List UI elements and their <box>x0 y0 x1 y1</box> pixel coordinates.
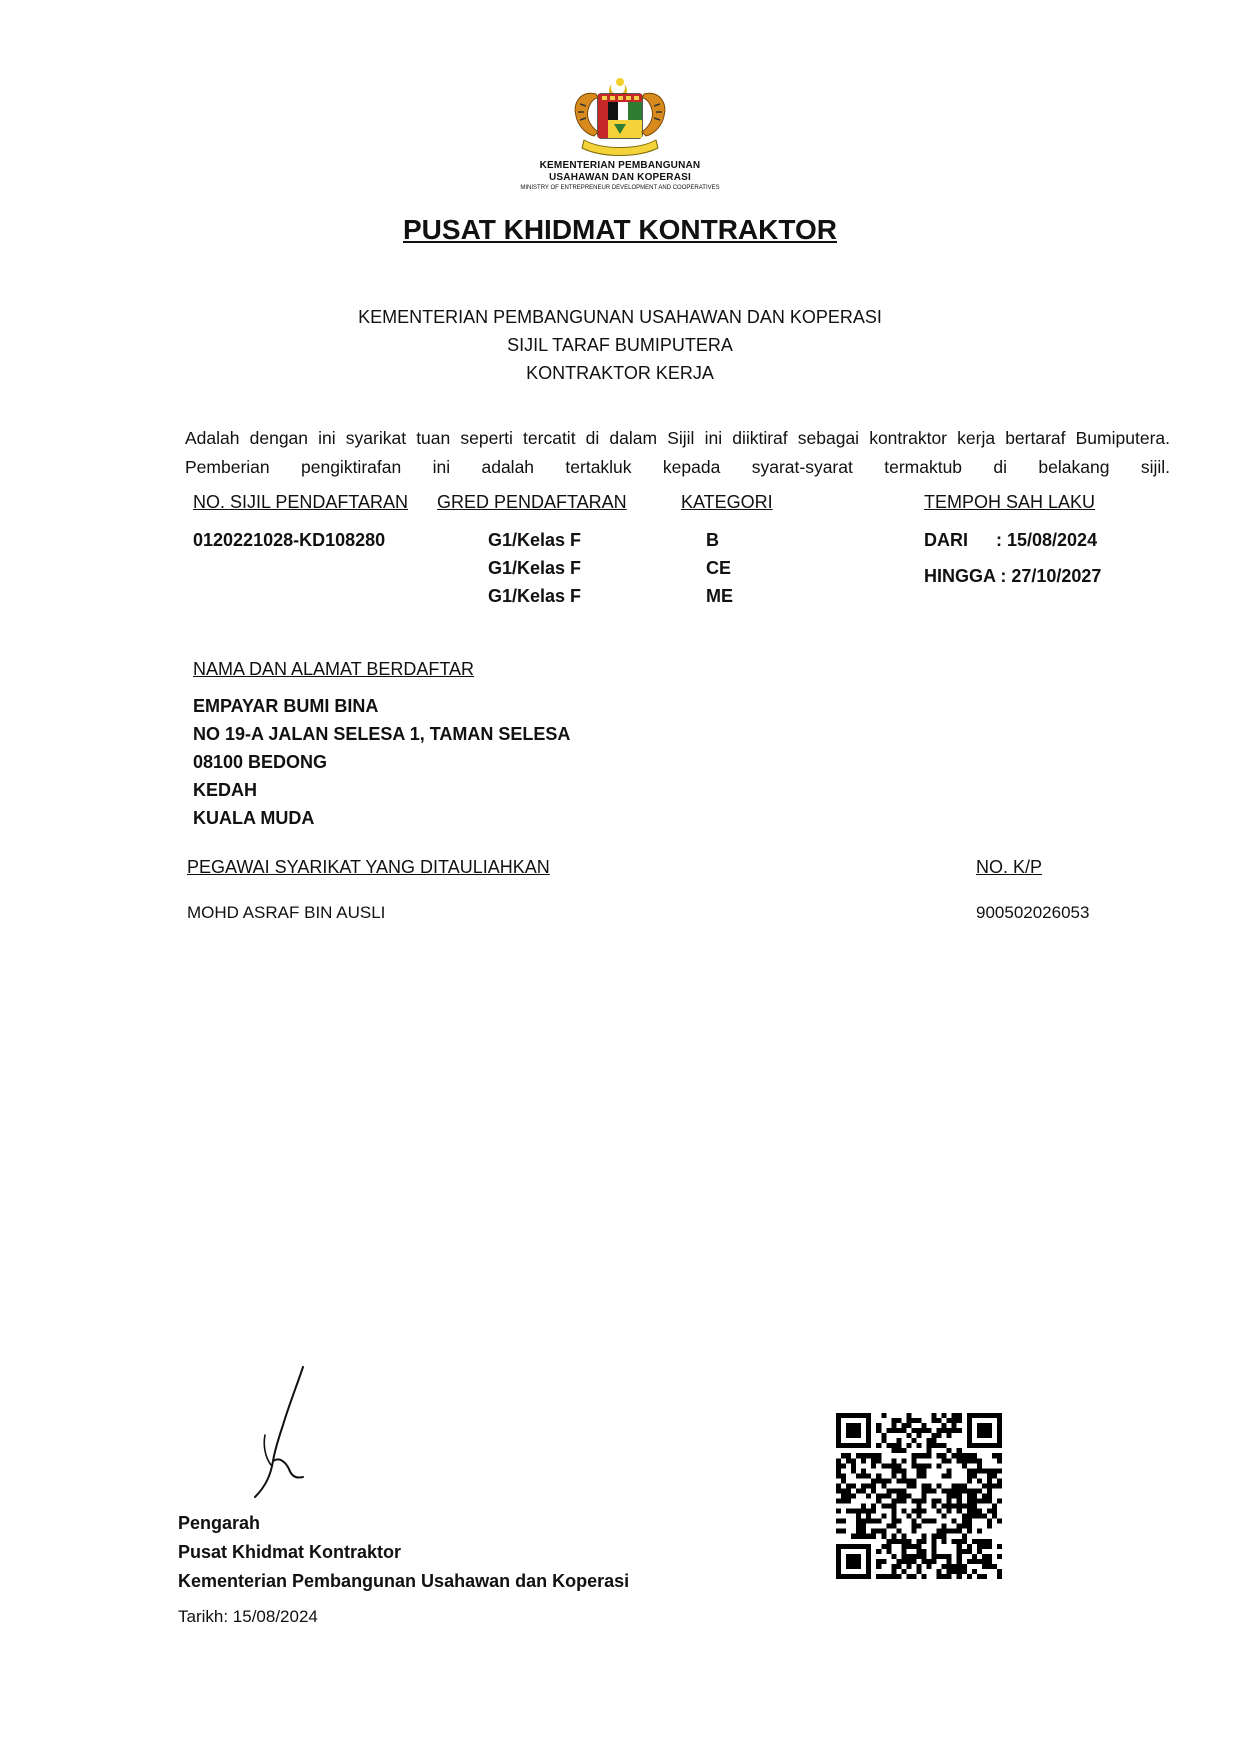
heading-ministry: KEMENTERIAN PEMBANGUNAN USAHAWAN DAN KOPERASI <box>358 307 882 327</box>
recognition-paragraph-line1: Adalah dengan ini syarikat tuan seperti tercatit di dalam Sijil ini diiktiraf sebagai kontraktor kerja bertaraf Bumiputera. <box>185 428 1170 448</box>
issue-date: Tarikh: 15/08/2024 <box>178 1607 318 1626</box>
header-no-sijil: NO. SIJIL PENDAFTARAN <box>193 492 409 512</box>
officer-name: MOHD ASRAF BIN AUSLI <box>187 903 386 922</box>
qr-code-icon <box>836 1413 1002 1579</box>
address-line: KEDAH <box>193 780 258 800</box>
validity-from-value: : 15/08/2024 <box>996 530 1098 550</box>
officer-header: PEGAWAI SYARIKAT YANG DITAULIAHKAN <box>187 857 550 877</box>
table-row-gred: G1/Kelas F <box>488 558 582 578</box>
signatory-title: Pengarah <box>178 1513 261 1533</box>
ministry-logo-text <box>480 160 760 192</box>
ministry-logo-line2: USAHAWAN DAN KOPERASI <box>549 172 691 183</box>
recognition-paragraph-line2: Pemberian pengiktirafan ini adalah tertakluk kepada syarat-syarat termaktub di belakang sijil. <box>185 457 1170 477</box>
header-kategori: KATEGORI <box>681 492 773 512</box>
header-gred: GRED PENDAFTARAN <box>437 492 627 512</box>
address-line: 08100 BEDONG <box>193 752 328 772</box>
ministry-logo-line1: KEMENTERIAN PEMBANGUNAN <box>539 160 701 171</box>
table-row-kategori: B <box>706 530 719 550</box>
ic-number-header: NO. K/P <box>976 857 1043 877</box>
table-row-gred: G1/Kelas F <box>488 586 582 606</box>
officer-ic-number: 900502026053 <box>976 903 1090 922</box>
validity-from-label: DARI <box>924 530 968 550</box>
table-row-kategori: ME <box>706 586 733 606</box>
heading-certificate-type: SIJIL TARAF BUMIPUTERA <box>507 335 733 355</box>
heading-contractor-type: KONTRAKTOR KERJA <box>526 363 714 383</box>
handwritten-signature-icon <box>245 1365 315 1500</box>
page-title: PUSAT KHIDMAT KONTRAKTOR <box>403 214 837 245</box>
validity-until: HINGGA : 27/10/2027 <box>924 566 1102 586</box>
header-tempoh: TEMPOH SAH LAKU <box>924 492 1096 512</box>
address-header: NAMA DAN ALAMAT BERDAFTAR <box>193 659 475 679</box>
signatory-ministry: Kementerian Pembangunan Usahawan dan Koperasi <box>178 1571 630 1591</box>
table-row-kategori: CE <box>706 558 732 578</box>
company-name: EMPAYAR BUMI BINA <box>193 696 379 716</box>
malaysia-coat-of-arms-icon <box>562 74 678 158</box>
ministry-logo-line3: MINISTRY OF ENTREPRENEUR DEVELOPMENT AND COOPERATIVES <box>520 185 720 191</box>
table-row-gred: G1/Kelas F <box>488 530 582 550</box>
registration-number: 0120221028-KD108280 <box>193 530 386 550</box>
address-line: NO 19-A JALAN SELESA 1, TAMAN SELESA <box>193 724 571 744</box>
signatory-department: Pusat Khidmat Kontraktor <box>178 1542 402 1562</box>
address-line: KUALA MUDA <box>193 808 315 828</box>
